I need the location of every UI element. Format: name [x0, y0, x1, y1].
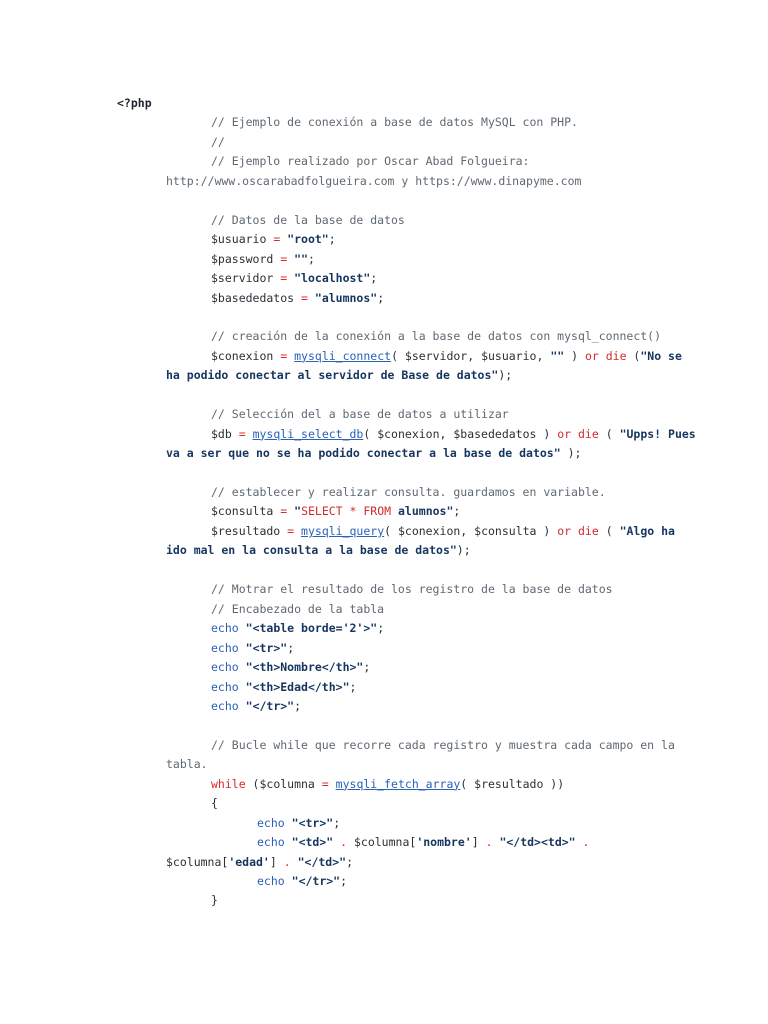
code-token — [239, 699, 246, 713]
code-token: = — [280, 348, 288, 363]
code-line — [257, 814, 340, 833]
code-token: $columna[ — [347, 835, 417, 850]
code-token — [246, 427, 253, 441]
code-token: "<th>Nombre</th>" — [245, 660, 364, 675]
code-line — [211, 600, 384, 619]
code-token: ; — [363, 660, 371, 675]
code-token: ( $servidor, $usuario, — [391, 348, 551, 363]
code-token: "" — [294, 251, 308, 266]
code-token: = — [301, 290, 308, 305]
code-token — [576, 835, 583, 849]
code-token: ( — [598, 426, 620, 441]
code-token: // — [211, 134, 225, 149]
code-token: 'edad' — [228, 854, 270, 869]
code-token: ; — [377, 621, 385, 636]
code-line — [211, 580, 613, 599]
code-token — [285, 816, 292, 830]
code-line — [211, 794, 218, 813]
code-token: // Ejemplo de conexión a base de datos MySQL con PHP. — [211, 115, 578, 130]
code-token: . — [340, 835, 348, 850]
code-token: mysqli_select_db — [252, 426, 364, 441]
code-token: = — [287, 523, 295, 538]
code-token: $conexion — [211, 348, 281, 363]
code-token: $columna[ — [166, 854, 229, 869]
code-token: ; — [346, 854, 353, 869]
code-token: echo — [257, 835, 285, 850]
code-token: ( — [626, 348, 641, 363]
code-token: . — [283, 854, 291, 869]
code-token: = — [273, 232, 281, 247]
code-token: ido mal en la consulta a la base de datos" — [166, 543, 457, 558]
code-token: va a ser que no se ha podido conectar a la base de datos" — [166, 446, 561, 461]
code-line — [211, 327, 661, 346]
code-token: = — [280, 271, 288, 286]
code-token: "</td><td>" — [499, 835, 576, 850]
code-token: while — [211, 776, 246, 791]
code-token: ); — [560, 446, 582, 461]
code-line — [211, 736, 675, 755]
code-line — [211, 483, 606, 502]
code-token: ] — [471, 835, 486, 850]
code-token: "No se — [640, 348, 682, 363]
code-line — [166, 366, 512, 385]
code-token: ( $resultado )) — [460, 776, 565, 791]
code-token: // establecer y realizar consulta. guardamos en variable. — [211, 485, 606, 499]
code-token: ; — [349, 679, 357, 694]
code-line — [211, 152, 530, 171]
code-token: ; — [453, 504, 461, 519]
code-line — [211, 133, 225, 152]
code-token — [239, 680, 246, 694]
code-line — [211, 230, 336, 249]
code-token: ( $conexion, $consulta ) — [384, 523, 558, 538]
code-token: . — [485, 835, 493, 850]
code-token: ; — [340, 874, 348, 888]
code-token: // creación de la conexión a la base de datos con mysql_connect() — [211, 329, 662, 344]
code-token: ); — [498, 368, 513, 383]
code-token: ; — [328, 232, 336, 247]
code-line — [211, 405, 509, 424]
code-token: ( $conexion, $basededatos ) — [363, 426, 558, 441]
code-line — [166, 755, 208, 774]
code-token: "<tr>" — [245, 640, 288, 655]
code-token: "</td>" — [297, 854, 347, 869]
code-token: echo — [211, 621, 239, 636]
code-token: ha podido conectar al servidor de Base de datos" — [166, 368, 499, 383]
code-line — [166, 853, 353, 872]
code-line — [166, 172, 581, 191]
code-token: ] — [269, 854, 284, 869]
code-token: echo — [211, 698, 239, 713]
code-token — [239, 660, 246, 674]
code-token: // Selección del a base de datos a utilizar — [211, 407, 509, 422]
code-token: "</tr>" — [291, 874, 341, 888]
code-token: ($columna — [245, 776, 322, 791]
code-token: or die — [584, 348, 627, 363]
code-line — [257, 833, 589, 852]
code-line — [166, 444, 581, 463]
code-line — [166, 541, 471, 560]
code-token: "localhost" — [294, 271, 371, 286]
code-token: "alumnos" — [314, 290, 378, 305]
code-token — [285, 874, 292, 888]
code-token: ; — [377, 290, 385, 305]
code-token: = — [238, 426, 246, 441]
code-token: "<tr>" — [291, 815, 334, 830]
code-token: $basededatos — [211, 290, 302, 305]
code-line — [211, 891, 218, 910]
code-line — [211, 211, 405, 230]
code-token: $consulta — [211, 504, 281, 519]
code-line — [211, 619, 384, 638]
code-token: mysqli_connect — [294, 348, 392, 363]
code-token: = — [321, 776, 329, 791]
code-token: = — [280, 251, 288, 266]
code-token: ; — [287, 640, 295, 655]
code-token: // Motrar el resultado de los registro de la base de datos — [211, 582, 613, 597]
code-token: // Datos de la base de datos — [211, 212, 405, 227]
code-token — [239, 641, 246, 655]
code-token — [285, 835, 292, 849]
code-token: ; — [294, 698, 302, 713]
code-token: or die — [557, 426, 599, 441]
code-token: SELECT * FROM — [301, 504, 398, 519]
code-token: echo — [211, 660, 239, 675]
code-token: echo — [211, 679, 239, 694]
code-token — [291, 855, 298, 869]
code-token: "root" — [287, 232, 329, 247]
code-token: // Encabezado de la tabla — [211, 601, 385, 616]
code-line — [211, 678, 356, 697]
code-token: echo — [211, 640, 239, 655]
code-token: echo — [257, 815, 285, 830]
code-line — [211, 269, 377, 288]
code-token: $usuario — [211, 232, 274, 247]
code-token: or die — [557, 523, 599, 538]
code-token: <?php — [117, 96, 152, 110]
code-token: "<th>Edad</th>" — [245, 679, 350, 694]
code-line — [211, 639, 294, 658]
code-token: } — [211, 893, 218, 908]
code-token: "Algo ha — [619, 523, 675, 538]
code-line — [211, 425, 696, 444]
code-token: ( — [598, 523, 620, 538]
code-token — [239, 621, 246, 635]
code-token: "<td>" — [291, 835, 334, 850]
code-line — [211, 250, 315, 269]
code-line — [211, 289, 384, 308]
code-token — [329, 777, 336, 791]
code-token — [308, 291, 315, 305]
code-token: echo — [257, 874, 285, 888]
code-line — [211, 502, 460, 521]
code-token: tabla. — [166, 757, 208, 772]
code-token: mysqli_query — [301, 523, 385, 538]
code-token: // Ejemplo realizado por Oscar Abad Folgueira: — [211, 154, 530, 169]
code-token: "Upps! Pues — [619, 426, 696, 441]
code-token — [294, 524, 301, 538]
code-token: " — [294, 504, 302, 519]
code-token: "</tr>" — [245, 698, 295, 713]
code-token: mysqli_fetch_array — [335, 776, 461, 791]
code-line — [211, 347, 682, 366]
code-line — [211, 113, 578, 132]
code-line — [211, 658, 370, 677]
code-line — [211, 522, 675, 541]
code-token: "" — [550, 348, 565, 363]
code-token: ; — [307, 251, 315, 266]
code-token: $resultado — [211, 523, 288, 538]
code-token: ); — [456, 543, 471, 558]
code-token: http://www.oscarabadfolgueira.com y https://www.dinapyme.com — [166, 173, 582, 188]
code-line — [257, 872, 347, 891]
code-token: "<table borde='2'>" — [245, 621, 378, 636]
code-token: // Bucle while que recorre cada registro y muestra cada campo en la — [211, 737, 675, 752]
code-token: $db — [211, 426, 239, 441]
code-line — [211, 775, 564, 794]
code-token: ) — [564, 348, 585, 363]
code-token: ; — [370, 271, 378, 286]
code-token: = — [280, 504, 288, 519]
code-token: $servidor — [211, 271, 281, 286]
code-token: { — [211, 796, 218, 811]
code-line — [211, 697, 301, 716]
code-token: $password — [211, 251, 281, 266]
code-line — [117, 94, 152, 113]
code-token: alumnos" — [398, 504, 454, 519]
code-token: ; — [333, 815, 341, 830]
code-token: 'nombre' — [416, 835, 472, 850]
code-token: . — [582, 835, 590, 850]
